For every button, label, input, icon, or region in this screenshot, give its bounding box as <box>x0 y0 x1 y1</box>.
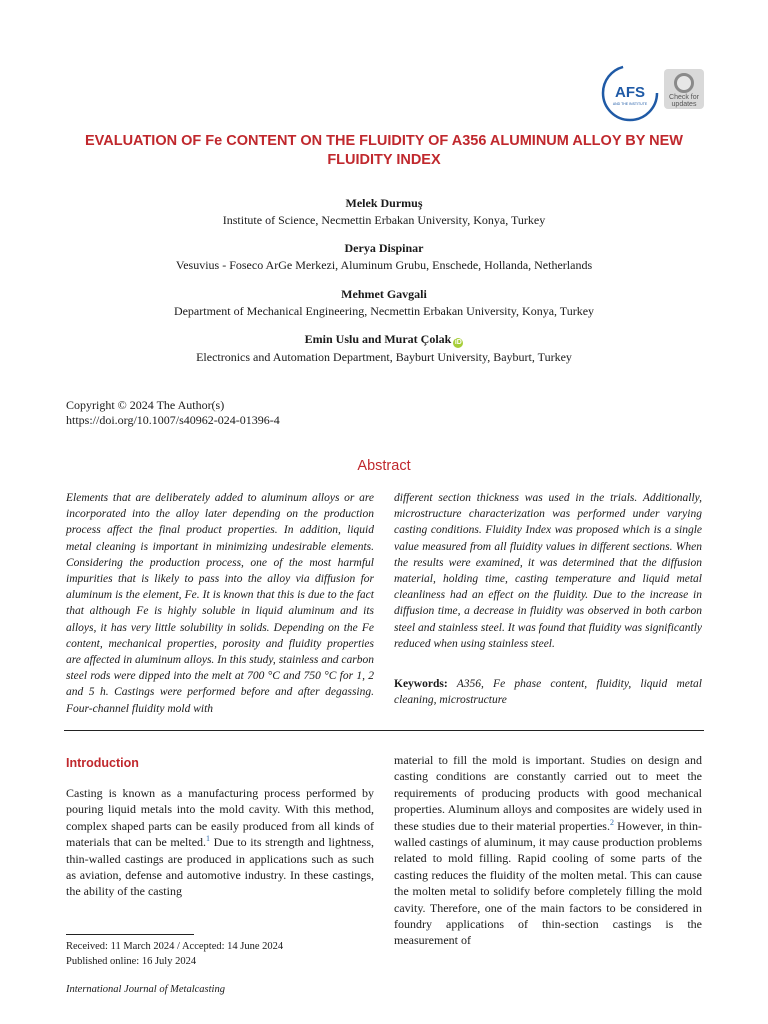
check-for-updates-badge[interactable] <box>664 69 704 109</box>
author-block <box>60 196 708 228</box>
check-label-1: Check for <box>669 94 699 101</box>
author-affiliation: Vesuvius - Foseco ArGe Merkezi, Aluminum Grubu, Enschede, Hollanda, Netherlands <box>175 258 593 272</box>
journal-name: International Journal of Metalcasting <box>66 984 225 995</box>
author-name: Emin Uslu and Murat Çolak iD <box>304 332 462 346</box>
footnote-rule <box>66 934 194 935</box>
abstract-left-column: Elements that are deliberately added to aluminum alloys or are incorporated into the alloy later depending on the production process affect the final product properties. In addition, liquid metal cleaning is important in minimizing undesirable elements. Considering the production process, one of the most harmful impurities that is likely to pass into the alloy via diffusion for aluminum is the element, Fe. It is known that this is due to the fact that although Fe is highly soluble in liquid aluminum and its alloys, it has very little solubility in solids. Depending on the Fe content, mechanical properties, porosity and fluidity properties are affected in aluminum alloys. In this study, stainless and carbon steel rods were dipped into the melt at 700 °C and 750 °C for 1, 2 and 5 h. Castings were performed before and after degassing. Four-channel fluidity mold with <box>66 492 374 715</box>
citation-ref[interactable]: 2 <box>609 817 614 827</box>
title-line-2: FLUIDITY INDEX <box>327 152 441 168</box>
keywords-label: Keywords: <box>394 678 448 690</box>
author-block <box>60 332 708 365</box>
doi-link[interactable]: https://doi.org/10.1007/s40962-024-01396-4 <box>66 413 280 427</box>
author-affiliation: Department of Mechanical Engineering, Necmettin Erbakan University, Konya, Turkey <box>173 304 595 318</box>
publication-dates <box>66 939 283 969</box>
author-block <box>60 241 708 273</box>
abstract-heading: Abstract <box>357 458 411 474</box>
author-affiliation: Electronics and Automation Department, Bayburt University, Bayburt, Turkey <box>196 350 572 364</box>
author-name: Mehmet Gavgali <box>341 287 427 301</box>
intro-left-column: Casting is known as a manufacturing process performed by pouring liquid metals into the mold cavity. With this method, complex shaped parts can be easily produced from all kinds of materials that can be melted.$^1$ Due to its strength and lightness, thin-walled castings are produced in applications such as such as aviation, defense and automotive industry. In these castings, the ability of the casting <box>66 786 375 899</box>
title-line-1: EVALUATION OF Fe CONTENT ON THE FLUIDITY OF A356 ALUMINUM ALLOY BY NEW <box>84 133 683 149</box>
citation-ref[interactable]: 1 <box>206 834 211 844</box>
author-name: Melek Durmuş <box>345 196 423 210</box>
keywords <box>394 676 702 708</box>
received-date: Received: 11 March 2024 / Accepted: 14 June 2024 <box>66 941 284 952</box>
published-date: Published online: 16 July 2024 <box>66 956 197 967</box>
copyright-block <box>66 398 426 428</box>
section-divider <box>64 730 704 731</box>
afs-logo-subtext: AND THE INSTITUTE <box>612 102 648 106</box>
update-ring-icon <box>674 73 694 93</box>
copyright-text: Copyright © 2024 The Author(s) <box>66 398 225 412</box>
orcid-icon[interactable]: iD <box>454 339 462 346</box>
intro-right-column: material to fill the mold is important. Studies on design and casting conditions are constantly carried out to meet the requirements of producing products with good mechanical properties. Aluminum alloys and composites are widely used in these studies due to their material properties.$^2$ However, in thin-walled castings of aluminum, it may cause production problems related to mold filling. Rapid cooling of some parts of the casting reduces the fluidity of the molten metal. This can cause the molten metal to solidify before completely filling the mold cavity. Therefore, one of the main factors to be considered in foundry applications of thin-section castings is the measurement of <box>394 753 703 948</box>
author-name: Derya Dispinar <box>344 241 424 255</box>
keywords-text: A356, Fe phase content, fluidity, liquid metal cleaning, microstructure <box>394 678 702 707</box>
paper-title <box>60 132 708 170</box>
author-affiliation: Institute of Science, Necmettin Erbakan University, Konya, Turkey <box>222 213 546 227</box>
afs-logo <box>601 64 659 122</box>
check-label-2: updates <box>671 101 697 108</box>
afs-logo-text: AFS <box>615 84 645 101</box>
abstract-right-column: different section thickness was used in the trials. Additionally, microstructure characterization was performed under varying casting conditions. Fluidity Index was proposed which is a single value measured from all fluidity values in different sections. When the results were examined, it was determined that the diffusion material, holding time, casting temperature and liquid metal cleanliness had an effect on the fluidity. Due to the increase in diffusion time, a decrease in fluidity was observed in both carbon steel and stainless steel. It was found that fluidity was significantly reduced when using stainless steel. <box>394 492 702 650</box>
author-block <box>60 287 708 319</box>
introduction-heading: Introduction <box>66 756 139 770</box>
